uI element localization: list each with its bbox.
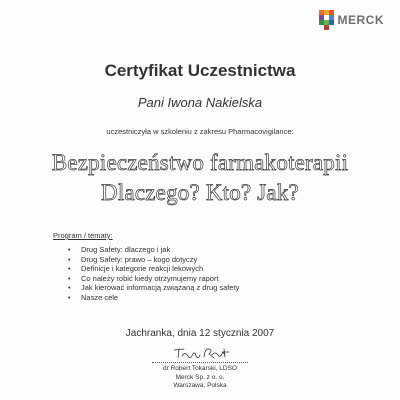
- topic-item: • Co należy robić kiedy otrzymujemy raport: [68, 274, 239, 284]
- place-date: Jachranka, dnia 12 stycznia 2007: [125, 328, 275, 339]
- topic-item: • Drug Safety: dlaczego i jak: [68, 245, 239, 255]
- course-headline-line1: Bezpieczeństwo farmakoterapii: [51, 150, 349, 175]
- signatory-company: Merck Sp. z o. o.: [175, 373, 225, 381]
- course-headline-line2: Dlaczego? Kto? Jak?: [101, 180, 299, 205]
- certificate-title: Certyfikat Uczestnictwa: [104, 61, 296, 80]
- signature-line: [152, 362, 248, 363]
- intro-text: uczestniczyła w szkoleniu z zakresu Pharmacovigilance:: [106, 127, 294, 136]
- topic-item: • Jak kierować informacją związaną z drug safety: [68, 283, 239, 293]
- program-heading: Program / tematy:: [53, 231, 113, 240]
- merck-logo: [319, 10, 385, 30]
- topics-list: [68, 245, 239, 303]
- recipient-name: Pani Iwona Nakielska: [137, 95, 263, 110]
- topic-item: • Drug Safety: prawo – kogo dotyczy: [68, 255, 239, 265]
- topic-item: • Nasze cele: [68, 293, 239, 303]
- merck-logo-mark-icon: [319, 10, 335, 30]
- handwritten-signature: [172, 345, 232, 361]
- signatory-name: dr Robert Tokarski, LDSO: [163, 365, 237, 372]
- signatory-city: Warszawa, Polska: [173, 382, 227, 389]
- signatory-block: [0, 365, 400, 391]
- topic-item: • Definicje i kategorie reakcji lekowych: [68, 264, 239, 274]
- logo-text: MERCK: [337, 13, 384, 27]
